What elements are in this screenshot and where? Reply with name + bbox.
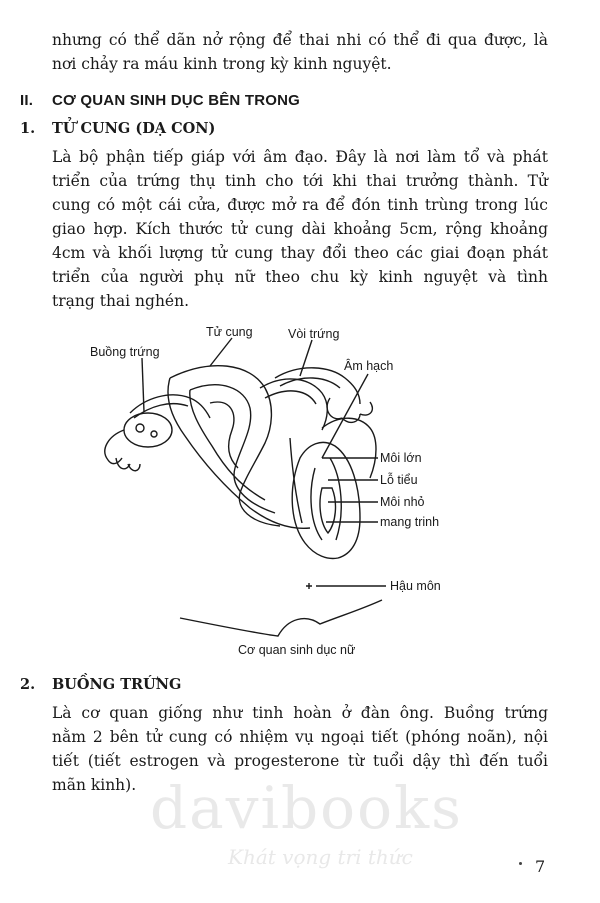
label-urethral-opening: Lỗ tiểu bbox=[380, 473, 418, 487]
text-line: nhưng có thể dãn nở rộng để thai nhi có thể đi qua được, là bbox=[52, 31, 548, 49]
label-labia-majora: Môi lớn bbox=[380, 451, 422, 465]
subsection-number: 2. bbox=[20, 676, 36, 693]
leader-line bbox=[300, 340, 312, 376]
subsection-number: 1. bbox=[20, 120, 36, 137]
female-reproductive-diagram bbox=[60, 318, 480, 663]
section-number: II. bbox=[20, 92, 34, 109]
uterine-cavity-inner bbox=[190, 390, 265, 500]
follicle-shape bbox=[136, 424, 144, 432]
vaginal-opening-shape bbox=[320, 488, 335, 533]
label-anus: Hậu môn bbox=[390, 579, 441, 593]
text-line: giao hợp. Kích thước tử cung dài khoảng 5cm, rộng khoảng bbox=[52, 220, 548, 238]
fold-inner bbox=[265, 391, 316, 404]
label-uterus: Tử cung bbox=[206, 325, 253, 339]
left-ovary-shape bbox=[124, 413, 172, 447]
subsection-heading-1 bbox=[20, 120, 215, 137]
label-bartholin-gland: Âm hạch bbox=[344, 359, 394, 373]
label-labia-minora: Môi nhỏ bbox=[380, 495, 425, 509]
follicle-shape bbox=[151, 431, 157, 437]
label-hymen: mang trinh bbox=[380, 515, 440, 529]
watermark-tagline: Khát vọng tri thức bbox=[228, 845, 413, 869]
uterus-paragraph bbox=[52, 145, 548, 313]
intro-paragraph bbox=[52, 28, 548, 76]
section-title: CƠ QUAN SINH DỤC BÊN TRONG bbox=[52, 92, 300, 109]
text-line: mãn kinh). bbox=[52, 776, 137, 794]
label-ovary: Buồng trứng bbox=[90, 345, 160, 359]
text-line: Là bộ phận tiếp giáp với âm đạo. Đây là nơi làm tổ và phát bbox=[52, 148, 548, 166]
label-fallopian-tube: Vòi trứng bbox=[288, 327, 340, 341]
text-line: nơi chảy ra máu kinh trong kỳ kinh nguyệt. bbox=[52, 55, 392, 73]
text-line: tiết (tiết estrogen và progesterone từ tuổi dậy thì đến tuổi bbox=[52, 752, 548, 770]
right-tube-shape bbox=[275, 368, 360, 404]
text-line: Là cơ quan giống như tinh hoàn ở đàn ông. Buồng trứng bbox=[52, 704, 548, 722]
mons-shape bbox=[322, 418, 376, 478]
text-line: nằm 2 bên tử cung có nhiệm vụ ngoại tiết (phóng noãn), nội bbox=[52, 728, 548, 746]
left-fimbriae-shape bbox=[105, 430, 140, 471]
leader-line bbox=[322, 374, 368, 458]
anatomy-figure bbox=[60, 318, 480, 663]
text-line: triển của trứng thụ tinh cho tới khi thai trưởng thành. Tử bbox=[52, 172, 548, 190]
leader-line bbox=[210, 338, 232, 366]
skin-fold-shape bbox=[290, 438, 302, 523]
labia-minora-shape bbox=[311, 458, 341, 540]
uterus-outer-shape bbox=[170, 366, 280, 526]
figure-caption: Cơ quan sinh dục nữ bbox=[238, 643, 356, 657]
text-line: 4cm và khối lượng tử cung thay đổi theo các giai đoạn phát bbox=[52, 244, 548, 262]
page-number: 7 bbox=[535, 857, 546, 876]
buttocks-curve bbox=[180, 600, 382, 636]
labia-majora-shape bbox=[292, 442, 360, 558]
text-line: triển của người phụ nữ theo chu kỳ kinh nguyệt và tình bbox=[52, 268, 548, 286]
subsection-title: BUỒNG TRỨNG bbox=[52, 676, 182, 693]
cervix-shape bbox=[210, 402, 238, 468]
section-heading bbox=[20, 92, 300, 109]
uterus-lower-shape bbox=[168, 378, 310, 528]
subsection-title: TỬ CUNG (DẠ CON) bbox=[52, 120, 216, 137]
text-line: trạng thai nghén. bbox=[52, 292, 190, 310]
watermark-brand: davibooks bbox=[150, 774, 463, 842]
page-dot bbox=[519, 862, 522, 865]
text-line: cung có một cái cửa, được mở ra để đón tinh trùng trong lúc bbox=[52, 196, 548, 214]
subsection-heading-2 bbox=[20, 676, 181, 693]
anus-mark bbox=[306, 583, 312, 589]
